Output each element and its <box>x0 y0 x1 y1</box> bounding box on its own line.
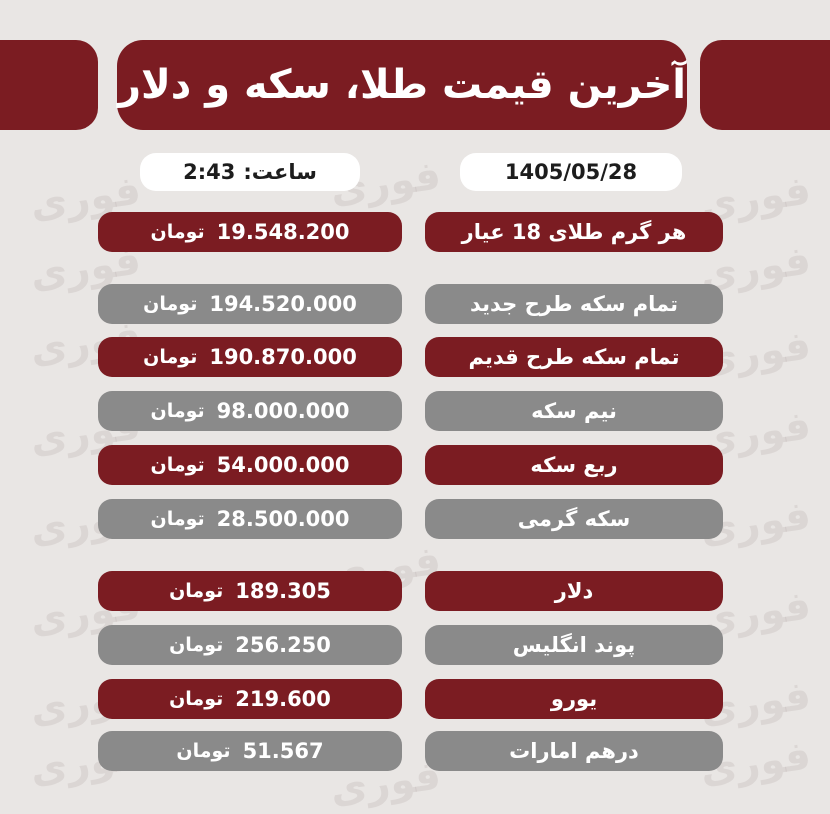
price-value-pill <box>98 337 402 377</box>
price-value-pill <box>98 625 402 665</box>
watermark: فوری <box>697 237 814 299</box>
price-value-pill <box>98 284 402 324</box>
price-value-pill <box>98 679 402 719</box>
price-label: یورو <box>550 687 598 711</box>
watermark: فوری <box>697 672 814 734</box>
time-label: ساعت: <box>243 160 317 184</box>
watermark: فوری <box>697 492 814 554</box>
price-value: 190.870.000 <box>209 345 357 369</box>
price-label: دلار <box>554 579 594 603</box>
watermark: فوری <box>697 322 814 384</box>
price-label-pill <box>425 679 723 719</box>
price-value: 98.000.000 <box>216 399 350 423</box>
price-unit: تومان <box>169 580 224 602</box>
header-band <box>0 40 800 130</box>
price-value-pill <box>98 391 402 431</box>
watermark: فوری <box>327 752 444 814</box>
watermark: فوری <box>27 167 144 229</box>
price-value: 54.000.000 <box>216 453 350 477</box>
price-label: تمام سکه طرح جدید <box>469 292 679 316</box>
price-label-pill <box>425 212 723 252</box>
price-value-pill <box>98 731 402 771</box>
price-label: پوند انگلیس <box>512 633 636 657</box>
watermark: فوری <box>697 732 814 794</box>
price-unit: تومان <box>176 740 231 762</box>
time-box <box>140 153 360 191</box>
price-unit: تومان <box>150 454 205 476</box>
price-label-pill <box>425 337 723 377</box>
watermark: فوری <box>27 402 144 464</box>
price-value: 194.520.000 <box>209 292 357 316</box>
price-value: 219.600 <box>235 687 331 711</box>
price-value: 189.305 <box>235 579 331 603</box>
watermark: فوری <box>27 312 144 374</box>
watermark: فوری <box>697 402 814 464</box>
price-unit: تومان <box>150 400 205 422</box>
price-label: نیم سکه <box>531 399 617 423</box>
page-title: آخرین قیمت طلا، سکه و دلار <box>117 62 687 108</box>
price-unit: تومان <box>143 346 198 368</box>
price-unit: تومان <box>143 293 198 315</box>
watermark: فوری <box>697 167 814 229</box>
price-value-pill <box>98 445 402 485</box>
title-box <box>117 40 687 130</box>
price-value: 19.548.200 <box>216 220 350 244</box>
watermark: فوری <box>27 492 144 554</box>
price-value: 28.500.000 <box>216 507 350 531</box>
watermark: فوری <box>327 152 444 214</box>
price-label-pill <box>425 499 723 539</box>
price-value-pill <box>98 212 402 252</box>
price-value-pill <box>98 571 402 611</box>
price-value: 256.250 <box>235 633 331 657</box>
price-label: تمام سکه طرح قدیم <box>468 345 680 369</box>
header-band-left <box>0 40 98 130</box>
watermark: فوری <box>27 732 144 794</box>
price-unit: تومان <box>169 634 224 656</box>
watermark: فوری <box>27 237 144 299</box>
watermark: فوری <box>27 582 144 644</box>
watermark: فوری <box>327 537 444 599</box>
price-label-pill <box>425 391 723 431</box>
price-unit: تومان <box>150 508 205 530</box>
price-label-pill <box>425 284 723 324</box>
watermark: فوری <box>27 672 144 734</box>
price-label: ربع سکه <box>530 453 618 477</box>
price-label: درهم امارات <box>509 739 639 763</box>
watermark: فوری <box>697 582 814 644</box>
date-box <box>460 153 682 191</box>
header-band-right <box>700 40 830 130</box>
price-unit: تومان <box>150 221 205 243</box>
price-value-pill <box>98 499 402 539</box>
price-unit: تومان <box>169 688 224 710</box>
price-label: هر گرم طلای 18 عیار <box>461 220 687 244</box>
time-value: 2:43 <box>183 160 236 184</box>
price-label-pill <box>425 571 723 611</box>
price-label-pill <box>425 445 723 485</box>
price-value: 51.567 <box>242 739 324 763</box>
price-label-pill <box>425 625 723 665</box>
date-value: 1405/05/28 <box>504 160 638 184</box>
price-label: سکه گرمی <box>517 507 631 531</box>
price-label-pill <box>425 731 723 771</box>
